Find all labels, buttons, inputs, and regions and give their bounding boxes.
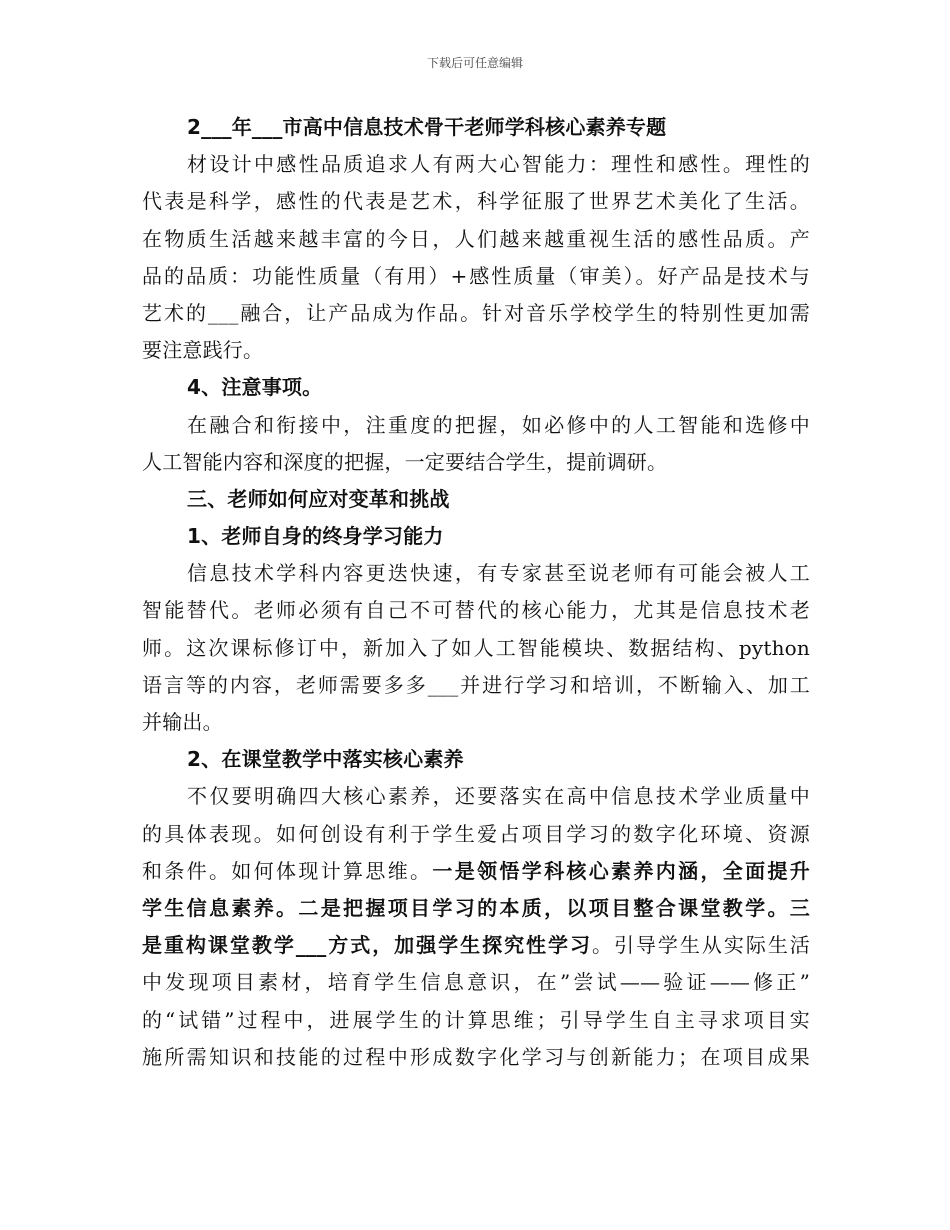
paragraph-line-bold: 学生信息素养。二是把握项目学习的本质，以项目整合课堂教学。三 bbox=[142, 895, 810, 920]
paragraph-line-mixed bbox=[142, 927, 810, 964]
bold-text: 一是领悟学科核心素养内涵，全面提升 bbox=[432, 858, 810, 883]
paragraph-line: 在融合和衔接中，注重度的把握，如必修中的人工智能和选修中 bbox=[187, 412, 810, 437]
paragraph-line: 代表是科学，感性的代表是艺术，科学征服了世界艺术美化了生活。 bbox=[142, 189, 810, 214]
paragraph-line: 师。这次课标修订中，新加入了如人工智能模块、数据结构、python bbox=[142, 635, 810, 660]
paragraph-line: 中发现项目素材，培育学生信息意识，在”尝试——验证——修正” bbox=[142, 970, 810, 995]
paragraph-line: 要注意践行。 bbox=[142, 338, 264, 363]
paragraph-line-mixed bbox=[142, 853, 810, 890]
paragraph-line: 人工智能内容和深度的把握，一定要结合学生，提前调研。 bbox=[142, 449, 668, 474]
paragraph-line: 不仅要明确四大核心素养，还要落实在高中信息技术学业质量中 bbox=[187, 784, 810, 809]
bold-text: 是重构课堂教学___方式，加强学生探究性学习 bbox=[142, 933, 592, 958]
paragraph-line: 材设计中感性品质追求人有两大心智能力：理性和感性。理性的 bbox=[187, 152, 810, 177]
paragraph-line: 的“试错”过程中，进展学生的计算思维；引导学生自主寻求项目实 bbox=[142, 1007, 810, 1032]
plain-text: 和条件。如何体现计算思维。 bbox=[142, 858, 433, 883]
section-heading-4: 4、注意事项。 bbox=[187, 375, 323, 400]
paragraph-line: 智能替代。老师必须有自己不可替代的核心能力，尤其是信息技术老 bbox=[142, 598, 810, 623]
section-heading-3: 三、老师如何应对变革和挑战 bbox=[187, 486, 450, 511]
paragraph-line: 品的品质：功能性质量（有用）+感性质量（审美）。好产品是技术与 bbox=[142, 263, 810, 288]
subsection-heading-2: 2、在课堂教学中落实核心素养 bbox=[187, 747, 464, 772]
page-header: 下载后可任意编辑 bbox=[426, 56, 523, 70]
paragraph-line: 信息技术学科内容更迭快速，有专家甚至说老师有可能会被人工 bbox=[187, 561, 810, 586]
subsection-heading-1: 1、老师自身的终身学习能力 bbox=[187, 524, 444, 549]
document-title: 2___年___市高中信息技术骨干老师学科核心素养专题 bbox=[187, 115, 667, 139]
paragraph-line: 并输出。 bbox=[142, 710, 223, 734]
paragraph-line: 施所需知识和技能的过程中形成数字化学习与创新能力；在项目成果 bbox=[142, 1044, 810, 1069]
paragraph-line: 艺术的___融合，让产品成为作品。针对音乐学校学生的特别性更加需 bbox=[142, 300, 810, 325]
paragraph-line: 语言等的内容，老师需要多多___并进行学习和培训，不断输入、加工 bbox=[142, 672, 810, 697]
plain-text: 。引导学生从实际生活 bbox=[591, 933, 810, 958]
paragraph-line: 的具体表现。如何创设有利于学生爱占项目学习的数字化环境、资源 bbox=[142, 821, 810, 846]
paragraph-line: 在物质生活越来越丰富的今日，人们越来越重视生活的感性品质。产 bbox=[142, 226, 810, 251]
document-body bbox=[142, 109, 810, 1076]
